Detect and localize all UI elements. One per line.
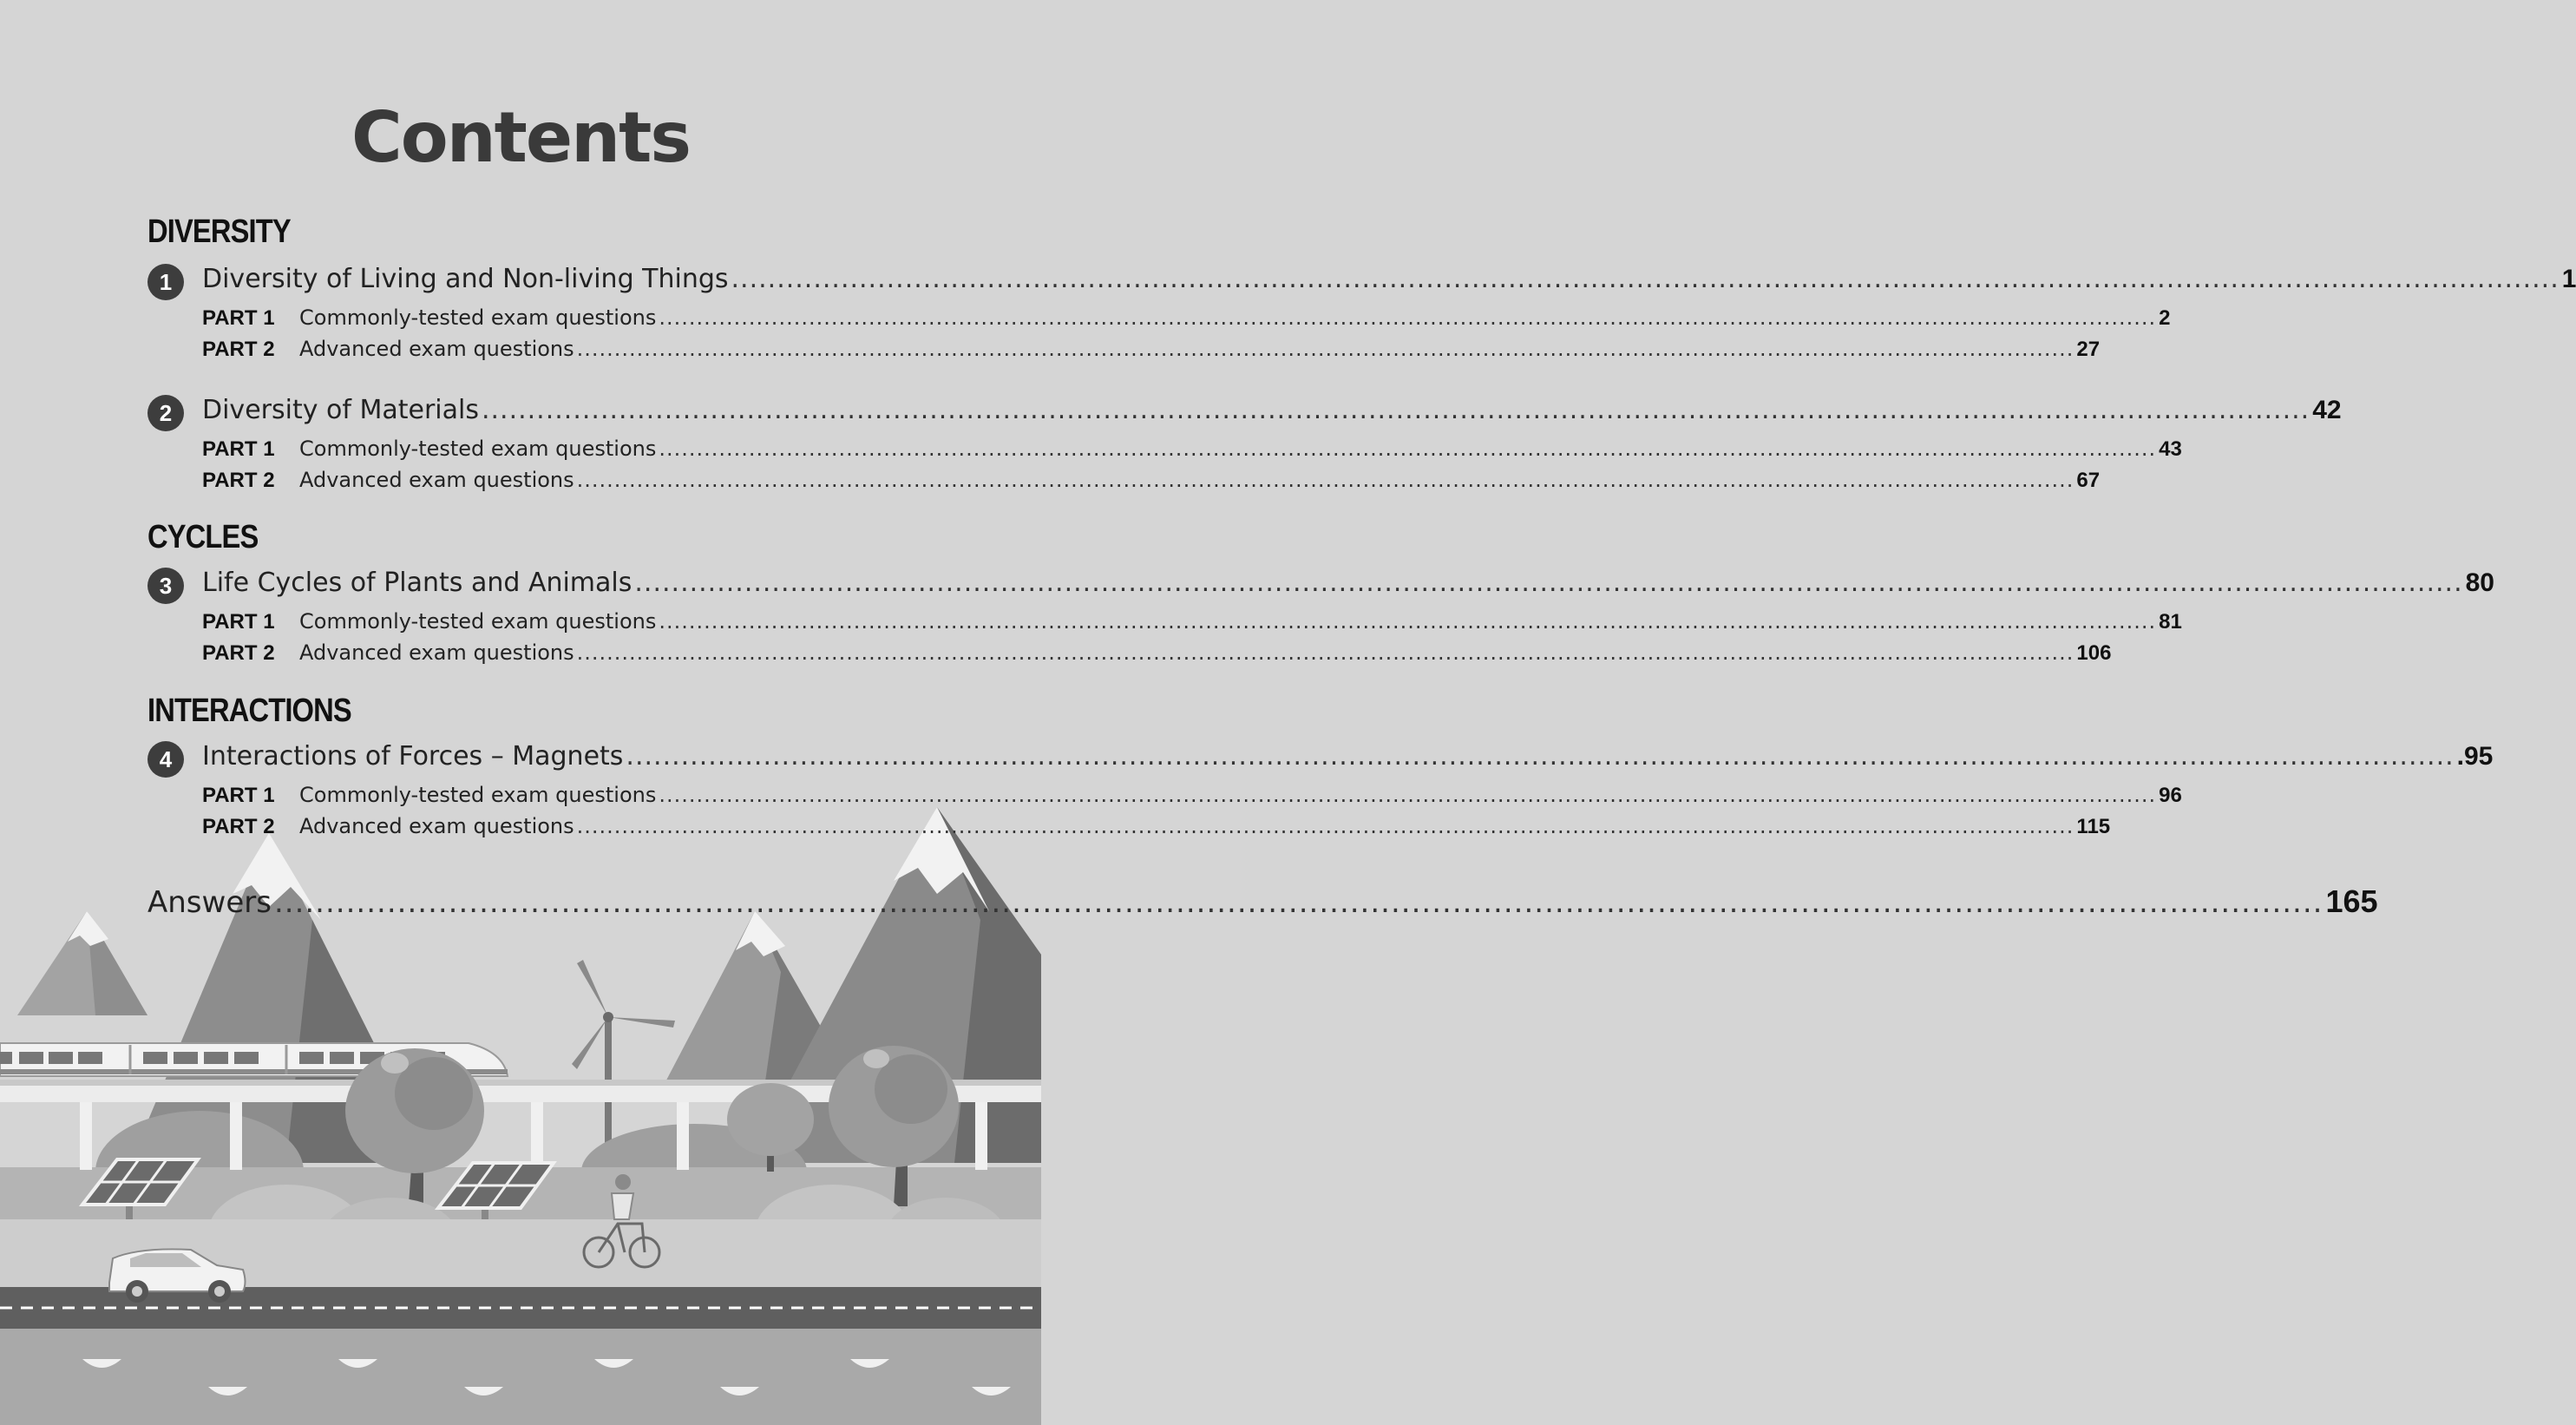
chapter-title: Life Cycles of Plants and Animals bbox=[202, 568, 633, 598]
chapter-number-badge: 3 bbox=[147, 568, 184, 604]
chapter-title: Diversity of Materials bbox=[202, 395, 479, 425]
dot-leader: ........................................................................................................................................................................................................ bbox=[273, 885, 2324, 920]
dot-leader: ........................................................................................................................................................................................................ bbox=[626, 741, 2455, 772]
toc-entry[interactable] bbox=[202, 337, 2101, 362]
part-label: PART 1 bbox=[202, 306, 275, 330]
page-number: 165 bbox=[2325, 883, 2378, 919]
chapter-3 bbox=[147, 568, 2494, 672]
part-label: PART 1 bbox=[202, 784, 275, 807]
dot-leader: ........................................................................................................................................................................................................ bbox=[659, 437, 2157, 461]
section-heading: CYCLES bbox=[147, 519, 259, 555]
dot-leader: ........................................................................................................................................................................................................ bbox=[576, 337, 2075, 361]
chapter-title: Interactions of Forces – Magnets bbox=[202, 741, 624, 772]
part-label: PART 2 bbox=[202, 815, 275, 838]
dot-leader: ........................................................................................................................................................................................................ bbox=[634, 568, 2463, 598]
dot-leader: ........................................................................................................................................................................................................ bbox=[576, 814, 2075, 838]
toc-entry[interactable] bbox=[202, 783, 2182, 808]
page-title: Contents bbox=[351, 97, 690, 178]
dot-leader: ........................................................................................................................................................................................................ bbox=[576, 468, 2075, 492]
part-label: PART 1 bbox=[202, 437, 275, 461]
chapter-number-badge: 1 bbox=[147, 264, 184, 300]
page-number: 27 bbox=[2076, 338, 2101, 361]
part-title: Commonly-tested exam questions bbox=[299, 609, 657, 634]
part-label: PART 2 bbox=[202, 469, 275, 492]
chapter-number-badge: 4 bbox=[147, 741, 184, 778]
part-title: Commonly-tested exam questions bbox=[299, 783, 657, 807]
toc-entry[interactable] bbox=[202, 305, 2171, 331]
part-title: Advanced exam questions bbox=[299, 468, 574, 492]
dot-leader: ........................................................................................................................................................................................................ bbox=[481, 395, 2311, 425]
page-number: 106 bbox=[2076, 641, 2112, 665]
toc-entry[interactable] bbox=[202, 640, 2112, 666]
part-label: PART 2 bbox=[202, 338, 275, 361]
toc-entry[interactable] bbox=[202, 264, 2576, 294]
toc-entry[interactable] bbox=[202, 468, 2101, 493]
page-number: 42 bbox=[2312, 396, 2342, 424]
page-number: 80 bbox=[2465, 568, 2494, 597]
part-title: Advanced exam questions bbox=[299, 814, 574, 838]
chapter-1 bbox=[147, 264, 2576, 368]
water bbox=[0, 1329, 1041, 1425]
page-number: 81 bbox=[2159, 610, 2182, 634]
page-number: .95 bbox=[2456, 742, 2494, 771]
toc-entry-answers[interactable] bbox=[147, 883, 2378, 920]
chapter-title: Diversity of Living and Non-living Things bbox=[202, 264, 729, 294]
dot-leader: ........................................................................................................................................................................................................ bbox=[576, 640, 2075, 665]
toc-entry[interactable] bbox=[202, 741, 2494, 772]
page-number: 115 bbox=[2076, 815, 2111, 838]
dot-leader: ........................................................................................................................................................................................................ bbox=[731, 264, 2560, 294]
section-heading: DIVERSITY bbox=[147, 213, 291, 250]
part-label: PART 2 bbox=[202, 641, 275, 665]
page-number: 43 bbox=[2159, 437, 2182, 461]
toc-entry[interactable] bbox=[202, 395, 2342, 425]
answers-label: Answers bbox=[147, 885, 272, 920]
part-title: Advanced exam questions bbox=[299, 337, 574, 361]
part-label: PART 1 bbox=[202, 610, 275, 634]
chapter-number-badge: 2 bbox=[147, 395, 184, 431]
section-heading: INTERACTIONS bbox=[147, 693, 351, 729]
wind-turbine bbox=[572, 960, 675, 1146]
page-number: 67 bbox=[2076, 469, 2101, 492]
dot-leader: ........................................................................................................................................................................................................ bbox=[659, 783, 2157, 807]
part-title: Commonly-tested exam questions bbox=[299, 305, 657, 330]
page-number: 1 bbox=[2561, 265, 2576, 293]
toc-entry[interactable] bbox=[202, 814, 2111, 839]
part-title: Commonly-tested exam questions bbox=[299, 437, 657, 461]
part-title: Advanced exam questions bbox=[299, 640, 574, 665]
chapter-2 bbox=[147, 395, 2342, 499]
page-number: 96 bbox=[2159, 784, 2182, 807]
dot-leader: ........................................................................................................................................................................................................ bbox=[659, 609, 2157, 634]
toc-entry[interactable] bbox=[202, 568, 2494, 598]
toc-entry[interactable] bbox=[202, 609, 2182, 634]
toc-entry[interactable] bbox=[202, 437, 2182, 462]
dot-leader: ........................................................................................................................................................................................................ bbox=[659, 305, 2157, 330]
page-number: 2 bbox=[2159, 306, 2171, 330]
chapter-4 bbox=[147, 741, 2494, 845]
